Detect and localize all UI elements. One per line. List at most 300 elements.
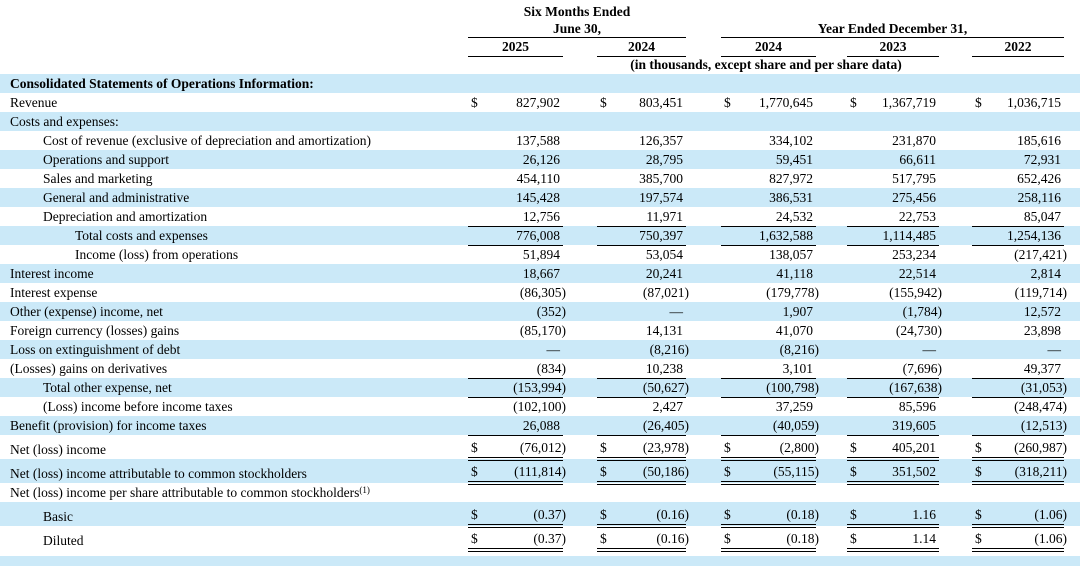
cell-value: (179,778) — [766, 285, 819, 300]
cell-value: (1.06) — [1034, 531, 1067, 546]
cell-value: 258,116 — [1017, 190, 1061, 205]
column-gap — [816, 207, 847, 226]
column-gap — [686, 150, 721, 169]
column-gap — [939, 245, 972, 264]
column-gap — [939, 207, 972, 226]
cell-value: (217,421) — [1014, 247, 1067, 262]
value-cell-2023-fy — [847, 302, 942, 321]
value-cell-2024-fy — [721, 264, 816, 283]
cell-value: (0.37) — [533, 507, 566, 522]
cell-value: (248,474) — [1014, 399, 1067, 414]
table-row — [0, 340, 1080, 359]
column-gap — [563, 378, 597, 397]
value-cell-2022-fy — [972, 131, 1064, 150]
value-cell-2024-6mo — [597, 264, 686, 283]
row-label: Total other expense, net — [43, 380, 172, 395]
row-label: (Loss) income before income taxes — [43, 399, 233, 414]
cell-value: 85,047 — [1023, 208, 1061, 224]
footnote-marker: (1) — [359, 485, 370, 495]
cell-value: 776,008 — [516, 227, 560, 243]
cell-value: (8,216) — [649, 342, 689, 357]
column-gap — [939, 112, 972, 131]
column-gap — [816, 459, 847, 483]
column-gap — [1064, 169, 1080, 188]
column-gap — [563, 245, 597, 264]
cell-value: 12,572 — [1023, 304, 1061, 319]
table-row — [0, 526, 1080, 550]
row-label: Benefit (provision) for income taxes — [10, 418, 207, 433]
column-gap — [563, 264, 597, 283]
value-cell-2023-fy — [847, 112, 939, 131]
cell-value: 2,814 — [1030, 266, 1061, 281]
value-cell-2024-fy — [721, 226, 816, 245]
value-cell-2023-fy — [847, 188, 939, 207]
column-gap — [686, 359, 721, 378]
value-cell-2024-fy — [721, 112, 816, 131]
column-gap — [563, 283, 597, 302]
value-cell-2024-fy — [721, 459, 819, 483]
currency-symbol: $ — [724, 507, 731, 522]
currency-symbol: $ — [724, 95, 731, 110]
value-cell-2024-6mo — [597, 283, 689, 302]
cell-value: (153,994) — [513, 379, 566, 395]
value-cell-2023-fy — [847, 321, 942, 340]
column-gap — [563, 207, 597, 226]
value-cell-2025-6mo — [468, 207, 563, 226]
table-row — [0, 435, 1080, 459]
value-cell-2025-6mo — [468, 74, 563, 93]
row-label: (Losses) gains on derivatives — [10, 361, 168, 376]
currency-symbol: $ — [724, 531, 731, 546]
table-row — [0, 359, 1080, 378]
cell-value: (834) — [536, 360, 566, 376]
column-gap — [563, 397, 597, 416]
period-group-year-ended: Year Ended December 31, — [721, 20, 1064, 37]
column-gap — [816, 321, 847, 340]
cell-value: 137,588 — [516, 133, 560, 148]
table-row — [0, 93, 1080, 112]
value-cell-2024-6mo — [597, 416, 689, 435]
currency-symbol: $ — [724, 464, 731, 479]
cell-value: (352) — [536, 304, 566, 319]
value-cell-2024-fy — [721, 378, 819, 397]
currency-symbol: $ — [600, 464, 607, 479]
cell-value: (318,211) — [1014, 464, 1067, 479]
cell-value: 18,667 — [522, 266, 560, 281]
value-cell-2024-6mo — [597, 378, 689, 397]
column-gap — [1064, 131, 1080, 150]
cell-value: (102,100) — [513, 399, 566, 414]
currency-symbol: $ — [850, 440, 857, 455]
cell-value: (40,059) — [772, 417, 819, 433]
column-gap — [939, 150, 972, 169]
currency-symbol: $ — [850, 507, 857, 522]
column-gap — [563, 459, 597, 483]
currency-symbol: $ — [600, 440, 607, 455]
column-gap — [939, 359, 972, 378]
column-gap — [686, 416, 721, 435]
column-gap — [939, 226, 972, 245]
value-cell-2024-6mo — [597, 435, 689, 459]
row-label: Operations and support — [43, 152, 169, 167]
value-cell-2024-6mo — [597, 93, 686, 112]
value-cell-2025-6mo — [468, 93, 563, 112]
column-gap — [686, 207, 721, 226]
currency-symbol: $ — [724, 440, 731, 455]
value-cell-2022-fy — [972, 502, 1067, 526]
cell-value: 1,254,136 — [1007, 227, 1061, 243]
cell-value: — — [922, 342, 936, 357]
value-cell-2024-fy — [721, 435, 819, 459]
column-gap — [563, 416, 597, 435]
currency-symbol: $ — [471, 507, 478, 522]
cell-value: 319,605 — [892, 417, 936, 433]
cell-value: 59,451 — [775, 152, 813, 167]
year-header-2022-fy: 2022 — [972, 37, 1064, 56]
column-gap — [816, 416, 847, 435]
value-cell-2024-fy — [721, 283, 819, 302]
column-gap — [686, 435, 721, 459]
value-cell-2023-fy — [847, 74, 939, 93]
cell-value: (12,513) — [1020, 417, 1067, 433]
cell-value: 23,898 — [1023, 323, 1061, 338]
value-cell-2025-6mo — [468, 526, 566, 550]
column-gap — [1064, 188, 1080, 207]
year-header-2024-fy: 2024 — [721, 37, 816, 56]
table-row — [0, 321, 1080, 340]
cell-value: 20,241 — [645, 266, 683, 281]
table-row — [0, 283, 1080, 302]
column-gap — [816, 245, 847, 264]
value-cell-2022-fy — [972, 397, 1067, 416]
value-cell-2022-fy — [972, 74, 1064, 93]
value-cell-2024-fy — [721, 150, 816, 169]
column-gap — [1064, 340, 1080, 359]
value-cell-2023-fy — [847, 459, 939, 483]
cell-value: (76,012) — [519, 440, 566, 455]
value-cell-2024-6mo — [597, 502, 689, 526]
table-row — [0, 378, 1080, 397]
cell-value: (260,987) — [1014, 440, 1067, 455]
cell-value: (31,053) — [1020, 379, 1067, 395]
value-cell-2023-fy — [847, 359, 942, 378]
cell-value: (0.37) — [533, 531, 566, 546]
column-gap — [1064, 302, 1080, 321]
cell-value: 11,971 — [646, 208, 683, 224]
period-group-six-months-line2: June 30, — [468, 20, 686, 37]
currency-symbol: $ — [975, 531, 982, 546]
value-cell-2025-6mo — [468, 283, 566, 302]
row-label: Depreciation and amortization — [43, 209, 208, 224]
value-cell-2024-6mo — [597, 359, 686, 378]
cell-value: 803,451 — [639, 95, 683, 110]
cell-value: 231,870 — [892, 133, 936, 148]
value-cell-2025-6mo — [468, 378, 566, 397]
value-cell-2024-fy — [721, 74, 816, 93]
value-cell-2025-6mo — [468, 112, 563, 131]
column-gap — [939, 502, 972, 526]
column-gap — [939, 397, 972, 416]
cell-value: 72,931 — [1023, 152, 1061, 167]
value-cell-2024-fy — [721, 483, 816, 502]
value-cell-2025-6mo — [468, 340, 563, 359]
cell-value: 351,502 — [892, 464, 936, 479]
table-body — [0, 74, 1080, 550]
cell-value: (26,405) — [642, 417, 689, 433]
column-gap — [1064, 321, 1080, 340]
value-cell-2023-fy — [847, 226, 939, 245]
column-gap — [686, 302, 721, 321]
column-gap — [563, 93, 597, 112]
cell-value: (119,714) — [1014, 285, 1067, 300]
cell-value: (0.16) — [656, 531, 689, 546]
column-gap — [1064, 93, 1080, 112]
period-group-row-1 — [0, 0, 1080, 20]
bottom-stripe — [0, 556, 1080, 566]
column-gap — [816, 340, 847, 359]
value-cell-2024-6mo — [597, 526, 689, 550]
cell-value: 26,126 — [522, 152, 560, 167]
cell-value: 66,611 — [899, 152, 936, 167]
cell-value: 1,114,485 — [882, 227, 936, 243]
value-cell-2023-fy — [847, 340, 939, 359]
cell-value: 1,770,645 — [759, 95, 813, 110]
column-gap — [563, 112, 597, 131]
cell-value: 41,070 — [775, 323, 813, 338]
value-cell-2024-6mo — [597, 169, 686, 188]
value-cell-2022-fy — [972, 283, 1067, 302]
value-cell-2024-fy — [721, 169, 816, 188]
units-note-row — [0, 56, 1080, 74]
column-gap — [816, 112, 847, 131]
column-gap — [939, 321, 972, 340]
currency-symbol: $ — [471, 531, 478, 546]
cell-value: 827,972 — [769, 171, 813, 186]
column-gap — [939, 131, 972, 150]
row-label: Basic — [43, 509, 73, 524]
column-gap — [686, 245, 721, 264]
cell-value: 827,902 — [516, 95, 560, 110]
value-cell-2022-fy — [972, 207, 1064, 226]
value-cell-2024-6mo — [597, 245, 686, 264]
column-gap — [939, 188, 972, 207]
cell-value: 26,088 — [522, 417, 560, 433]
cell-value: (7,696) — [902, 360, 942, 376]
value-cell-2023-fy — [847, 435, 939, 459]
column-gap — [816, 74, 847, 93]
column-gap — [816, 150, 847, 169]
table-row — [0, 459, 1080, 483]
column-gap — [939, 74, 972, 93]
value-cell-2023-fy — [847, 378, 942, 397]
value-cell-2023-fy — [847, 207, 939, 226]
column-gap — [939, 416, 972, 435]
column-gap — [816, 378, 847, 397]
column-gap — [563, 188, 597, 207]
row-label: Loss on extinguishment of debt — [10, 342, 181, 357]
value-cell-2024-6mo — [597, 131, 686, 150]
cell-value: (100,798) — [766, 379, 819, 395]
cell-value: 652,426 — [1017, 171, 1061, 186]
column-gap — [686, 526, 721, 550]
table-row — [0, 226, 1080, 245]
currency-symbol: $ — [850, 531, 857, 546]
column-gap — [686, 131, 721, 150]
row-label: Interest income — [10, 266, 94, 281]
column-gap — [1064, 359, 1080, 378]
value-cell-2024-6mo — [597, 74, 686, 93]
value-cell-2023-fy — [847, 93, 939, 112]
cell-value: 41,118 — [776, 266, 813, 281]
column-gap — [816, 283, 847, 302]
value-cell-2024-fy — [721, 321, 816, 340]
cell-value: (155,942) — [889, 285, 942, 300]
cell-value: 197,574 — [639, 190, 683, 205]
value-cell-2025-6mo — [468, 188, 563, 207]
cell-value: 10,238 — [645, 360, 683, 376]
column-gap — [563, 131, 597, 150]
value-cell-2025-6mo — [468, 131, 563, 150]
column-gap — [816, 502, 847, 526]
column-gap — [686, 340, 721, 359]
cell-value: — — [1047, 342, 1061, 357]
cell-value: 12,756 — [522, 208, 560, 224]
column-gap — [686, 483, 721, 502]
column-gap — [1064, 150, 1080, 169]
cell-value: 185,616 — [1017, 133, 1061, 148]
value-cell-2025-6mo — [468, 416, 563, 435]
column-gap — [563, 526, 597, 550]
table-header — [0, 0, 1080, 74]
cell-value: (0.18) — [786, 531, 819, 546]
value-cell-2022-fy — [972, 359, 1064, 378]
value-cell-2023-fy — [847, 502, 939, 526]
currency-symbol: $ — [975, 507, 982, 522]
cell-value: 1,632,588 — [759, 227, 813, 243]
cell-value: 385,700 — [639, 171, 683, 186]
cell-value: 275,456 — [892, 190, 936, 205]
row-label: Net (loss) income attributable to common stockholders — [10, 466, 307, 481]
cell-value: 49,377 — [1023, 360, 1061, 376]
cell-value: (8,216) — [779, 342, 819, 357]
column-gap — [939, 435, 972, 459]
value-cell-2023-fy — [847, 397, 939, 416]
cell-value: — — [669, 304, 683, 319]
value-cell-2024-fy — [721, 340, 819, 359]
value-cell-2025-6mo — [468, 502, 566, 526]
column-gap — [939, 93, 972, 112]
row-label: Cost of revenue (exclusive of depreciation and amortization) — [43, 133, 372, 148]
value-cell-2024-fy — [721, 416, 819, 435]
cell-value: (167,638) — [889, 379, 942, 395]
cell-value: — — [546, 342, 560, 357]
column-gap — [1064, 112, 1080, 131]
column-gap — [686, 321, 721, 340]
value-cell-2022-fy — [972, 321, 1064, 340]
currency-symbol: $ — [975, 95, 982, 110]
cell-value: 28,795 — [645, 152, 683, 167]
column-gap — [816, 302, 847, 321]
cell-value: (1,784) — [902, 304, 942, 319]
value-cell-2024-fy — [721, 302, 816, 321]
row-label: Other (expense) income, net — [10, 304, 163, 319]
column-gap — [1064, 207, 1080, 226]
row-label: Net (loss) income — [10, 442, 106, 457]
column-gap — [939, 459, 972, 483]
column-gap — [816, 264, 847, 283]
cell-value: (87,021) — [642, 285, 689, 300]
column-gap — [686, 378, 721, 397]
currency-symbol: $ — [975, 464, 982, 479]
column-gap — [939, 340, 972, 359]
currency-symbol: $ — [471, 95, 478, 110]
cell-value: 1,036,715 — [1007, 95, 1061, 110]
value-cell-2024-6mo — [597, 112, 686, 131]
value-cell-2025-6mo — [468, 169, 563, 188]
cell-value: 2,427 — [652, 399, 683, 414]
value-cell-2022-fy — [972, 302, 1064, 321]
column-gap — [939, 526, 972, 550]
row-label: Revenue — [10, 95, 58, 110]
value-cell-2022-fy — [972, 188, 1064, 207]
row-label: Diluted — [43, 533, 84, 548]
table-row — [0, 264, 1080, 283]
value-cell-2022-fy — [972, 226, 1064, 245]
cell-value: 53,054 — [645, 247, 683, 262]
column-gap — [1064, 483, 1080, 502]
value-cell-2022-fy — [972, 264, 1064, 283]
column-gap — [1064, 264, 1080, 283]
column-gap — [563, 150, 597, 169]
year-header-2025-6mo: 2025 — [468, 37, 563, 56]
cell-value: (50,627) — [642, 379, 689, 395]
currency-symbol: $ — [975, 440, 982, 455]
column-gap — [686, 93, 721, 112]
column-gap — [563, 483, 597, 502]
cell-value: (23,978) — [642, 440, 689, 455]
value-cell-2022-fy — [972, 169, 1064, 188]
units-note: (in thousands, except share and per share data) — [630, 57, 902, 72]
value-cell-2025-6mo — [468, 150, 563, 169]
year-header-2024-6mo: 2024 — [597, 37, 686, 56]
column-gap — [939, 264, 972, 283]
value-cell-2022-fy — [972, 112, 1064, 131]
table-row — [0, 169, 1080, 188]
row-label: Foreign currency (losses) gains — [10, 323, 180, 338]
value-cell-2024-fy — [721, 359, 816, 378]
cell-value: 22,514 — [898, 266, 936, 281]
table-row — [0, 302, 1080, 321]
table-row — [0, 74, 1080, 93]
column-gap — [816, 435, 847, 459]
value-cell-2025-6mo — [468, 359, 566, 378]
cell-value: (111,814) — [514, 464, 566, 479]
cell-value: (1.06) — [1034, 507, 1067, 522]
column-gap — [816, 483, 847, 502]
cell-value: 24,532 — [775, 208, 813, 224]
cell-value: 37,259 — [775, 399, 813, 414]
column-gap — [816, 188, 847, 207]
value-cell-2024-fy — [721, 245, 816, 264]
currency-symbol: $ — [850, 464, 857, 479]
table-row — [0, 245, 1080, 264]
value-cell-2024-6mo — [597, 150, 686, 169]
row-label: General and administrative — [43, 190, 190, 205]
value-cell-2022-fy — [972, 483, 1064, 502]
column-gap — [563, 169, 597, 188]
value-cell-2025-6mo — [468, 302, 566, 321]
column-gap — [563, 74, 597, 93]
